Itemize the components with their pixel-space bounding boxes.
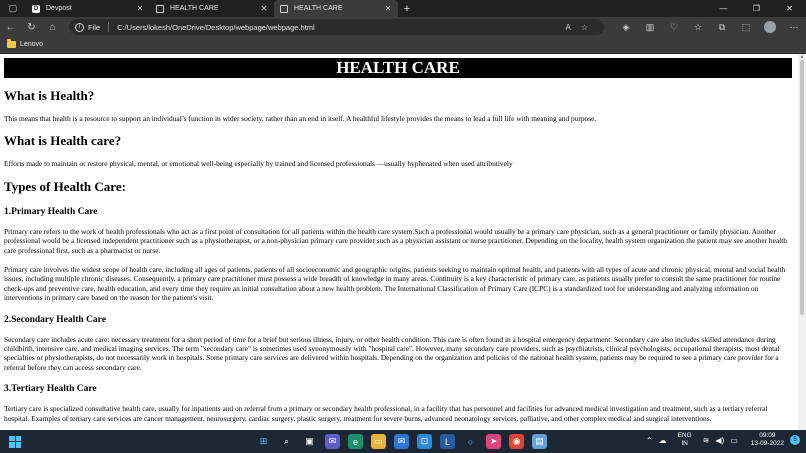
store-icon[interactable]: ⊡ xyxy=(417,434,432,449)
scrollbar-thumb[interactable] xyxy=(800,60,804,315)
favorites-bar xyxy=(0,37,806,53)
heading-primary-health-care: 1.Primary Health Care xyxy=(4,206,98,217)
chat-icon[interactable]: ✉ xyxy=(325,434,340,449)
back-icon[interactable]: ← xyxy=(5,21,16,33)
collections-icon[interactable]: ⧉ xyxy=(718,21,726,32)
notepad-icon[interactable]: ▤ xyxy=(532,434,547,449)
window-controls xyxy=(707,0,806,17)
paragraph-secondary-1: Secondary care includes acute care: necessary treatment for a short period of time for a brief but serious illness, injury, or other health condition. This care is often found in a hospital emergency department. Secondary care also includes skilled attendance during childbirth, intensive care, and medical imaging services. The term "secondary care" is sometimes used synonymously with "hospital care". However, many secondary care providers, such as psychiatrists, clinical psychologists, occupational therapists, most dental specialties or physiotherapists, do not necessarily work in hospitals. Some primary care services are delivered within hospitals. Depending on the organization and policies of the national health system, patients may be required to see a primary care provider for a referral before they can access secondary care. xyxy=(4,334,780,372)
scheme-label: File xyxy=(88,22,101,32)
paragraph-what-is-health-care: Efforts made to maintain or restore physical, mental, or emotional well-being especially by trained and licensed professionals —usually hyphenated when used attributively xyxy=(4,159,513,169)
language-indicator[interactable] xyxy=(678,432,692,448)
telegram-icon[interactable]: ➤ xyxy=(486,434,501,449)
favorite-label: Lenovo xyxy=(20,41,43,48)
cloud-icon[interactable]: ☁ xyxy=(658,435,667,445)
divider xyxy=(108,22,109,32)
heading-secondary-health-care: 2.Secondary Health Care xyxy=(4,314,106,325)
tab-label: Devpost xyxy=(46,5,72,12)
folder-icon xyxy=(7,41,16,48)
lenovo-vantage-icon[interactable]: L xyxy=(440,434,455,449)
taskbar-apps xyxy=(256,434,547,449)
page-content xyxy=(4,58,792,423)
file-explorer-icon[interactable]: ▭ xyxy=(371,434,386,449)
edge-icon[interactable]: e xyxy=(348,434,363,449)
tab-label: HEALTH CARE xyxy=(294,5,343,12)
page-icon xyxy=(280,5,288,13)
tab-actions-icon[interactable]: ▢ xyxy=(8,3,18,13)
close-icon[interactable]: ✕ xyxy=(136,4,144,13)
mail-icon[interactable]: ✉ xyxy=(394,434,409,449)
minimize-icon[interactable]: — xyxy=(719,4,728,13)
favorite-folder-lenovo[interactable] xyxy=(7,41,43,48)
system-tray xyxy=(643,432,800,448)
volume-icon[interactable]: ◀) xyxy=(715,435,725,445)
scroll-up-icon[interactable]: ▲ xyxy=(799,54,805,60)
info-icon[interactable]: i xyxy=(75,23,84,32)
notification-badge[interactable]: 5 xyxy=(790,435,800,445)
more-icon[interactable]: ⋯ xyxy=(789,21,799,32)
page-icon xyxy=(156,5,164,13)
page-banner: HEALTH CARE xyxy=(4,58,792,78)
tab-strip xyxy=(0,0,806,17)
start-icon[interactable]: ⊞ xyxy=(259,436,268,446)
close-icon[interactable]: ✕ xyxy=(260,4,268,13)
heading-tertiary-health-care: 3.Tertiary Health Care xyxy=(4,384,97,395)
new-tab-button[interactable]: + xyxy=(403,2,411,15)
language-code: ENG xyxy=(677,432,692,439)
tab-label: HEALTH CARE xyxy=(170,5,219,12)
devpost-icon: D xyxy=(33,5,39,12)
address-bar[interactable] xyxy=(69,19,604,35)
tab-health-care-1[interactable] xyxy=(150,0,274,17)
clock-date: 13-09-2022 xyxy=(750,440,784,447)
extension-icon[interactable]: ◈ xyxy=(622,21,630,32)
paragraph-primary-1: Primary care refers to the work of health professionals who act as a first point of consultation for all patients within the health care system.Such a professional would usually be a primary care physician, such as a general practitioner or family physician. Another professional would be a licensed independent practitioner such as a physiotherapist, or a non-physician primary care provider such as a physician assistant or nurse practitioner. Depending on the locality, health system organization the patient may see another health care professional first, such as a pharmacist or nurse. xyxy=(4,226,787,255)
page-viewport xyxy=(0,54,806,430)
url-text[interactable]: C:/Users/lokesh/OneDrive/Desktop/webpage/webpage.html xyxy=(117,22,315,32)
split-screen-icon[interactable]: ▥ xyxy=(645,21,655,32)
maximize-icon[interactable]: ❐ xyxy=(752,4,761,13)
avatar[interactable] xyxy=(764,21,776,33)
close-window-icon[interactable]: ✕ xyxy=(786,4,793,13)
heading-what-is-health: What is Health? xyxy=(4,88,95,103)
windows-start-icon[interactable] xyxy=(9,436,21,448)
wifi-icon[interactable]: ≋ xyxy=(702,435,710,445)
paragraph-what-is-health: This means that health is a resource to support an individual’s function in wider society, rather than an end in itself. A healthful lifestyle provides the means to lead a full life with meaning and purpose. xyxy=(4,114,597,123)
battery-icon[interactable]: ▭ xyxy=(730,435,738,445)
refresh-icon[interactable]: ↻ xyxy=(27,21,36,33)
home-icon[interactable]: ⌂ xyxy=(49,21,56,33)
tab-health-care-2[interactable] xyxy=(274,0,398,17)
favorites-icon[interactable]: ☆ xyxy=(693,21,703,32)
browser-essentials-icon[interactable]: ♡ xyxy=(669,21,679,32)
chrome-icon[interactable]: ◉ xyxy=(509,434,524,449)
taskbar xyxy=(0,430,806,453)
heading-what-is-health-care: What is Health care? xyxy=(4,133,122,149)
shopping-icon[interactable]: ⬚ xyxy=(741,21,751,32)
close-icon[interactable]: ✕ xyxy=(384,4,392,13)
opera-icon[interactable]: ○ xyxy=(467,436,474,447)
page-scrollbar[interactable] xyxy=(798,54,806,430)
tab-devpost[interactable] xyxy=(26,0,150,17)
search-icon[interactable]: ⌕ xyxy=(283,436,290,446)
heading-types-of-health-care: Types of Health Care: xyxy=(4,178,126,194)
read-aloud-icon[interactable]: A☆ xyxy=(565,22,599,32)
clock[interactable] xyxy=(751,432,784,448)
paragraph-tertiary-1: Tertiary care is specialized consultative health care, usually for inpatients and on referral from a primary or secondary health professional, in a facility that has personnel and facilities for advanced medical investigation and treatment, such as a tertiary referral hospital. Examples of tertiary care services are cancer management, neurosurgery, cardiac surgery, plastic surgery, treatment for severe burns, advanced neonatology services, palliative, and other complex medical and surgical interventions. xyxy=(4,404,768,423)
toolbar xyxy=(614,21,806,33)
task-view-icon[interactable]: ▣ xyxy=(305,436,314,446)
language-region: IN xyxy=(681,440,688,447)
paragraph-primary-2: Primary care involves the widest scope of health care, including all ages of patients, patients of all socioeconomic and geographic origins, patients seeking to maintain optimal health, and patients with all types of acute and chronic physical, mental and social health issues, including multiple chronic diseases. Consequently, a primary care practitioner must possess a wide breadth of knowledge in many areas. Continuity is a key characteristic of primary care, as patients usually prefer to consult the same practitioner for routine check-ups and preventive care, health education, and every time they require an initial consultation about a new health problem. The International Classification of Primary Care (ICPC) is a standardized tool for understanding and analyzing information on interventions in primary care based on the reason for the patient's visit. xyxy=(4,265,786,303)
chevron-up-icon[interactable]: ⌃ xyxy=(645,435,653,445)
clock-time: 09:09 xyxy=(759,432,776,439)
navigation-bar xyxy=(0,17,806,37)
